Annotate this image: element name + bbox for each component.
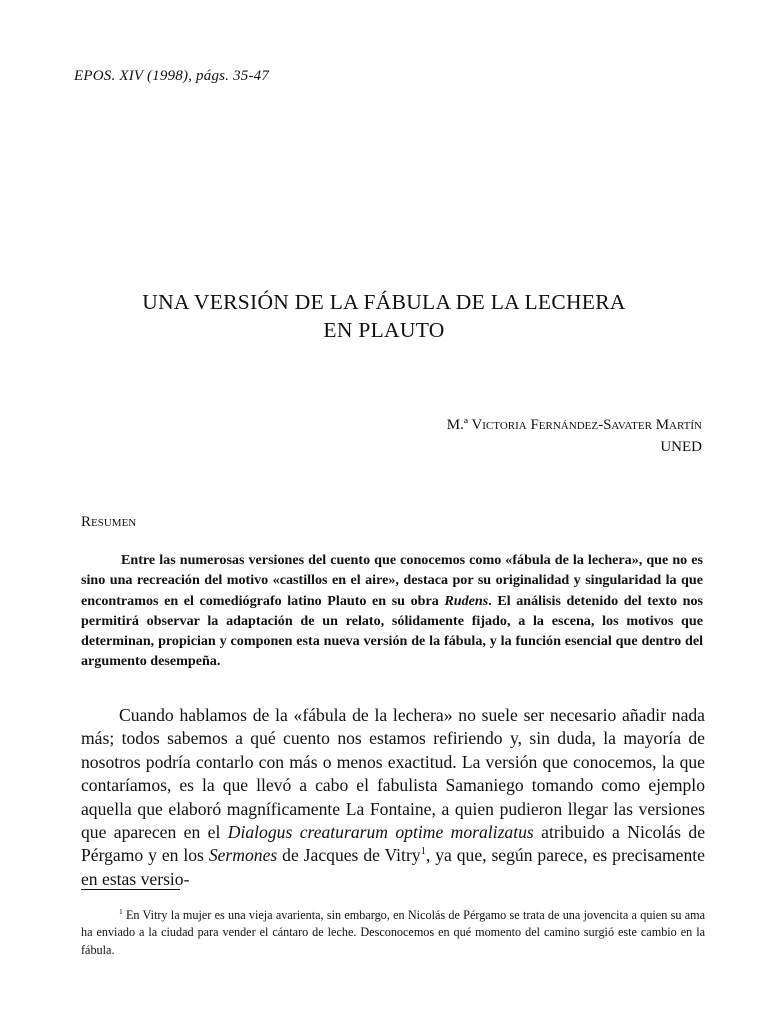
abstract-work-title: Rudens xyxy=(444,592,489,609)
footnote-number: 1 xyxy=(119,906,123,916)
footnote-separator xyxy=(81,889,180,890)
author-affiliation: UNED xyxy=(660,439,702,455)
abstract-text-part-2: . El análisis detenido del texto nos permitirá observar la adaptación de un relato, sólidamente fijado, a la escena, los motivos que determinan, propician y componen esta nueva versión de la fábula, y la función esencial que dentro del argumento desempeña. xyxy=(81,592,703,670)
body-text-part-1: Cuando hablamos de la «fábula de la lechera» no suele ser necesario añadir nada más; todos sabemos a qué cuento nos estamos refiriendo y, sin duda, la mayoría de nosotros podría contarlo con más o menos exactitud. La versión que conocemos, la que contaríamos, es la que llevó a cabo el fabulista Samaniego tomando como ejemplo aquella que elaboró magníficamente La Fontaine, a quien pudieron llegar las versiones que aparecen en el xyxy=(81,705,705,843)
article-title xyxy=(60,288,708,344)
abstract-heading: Resumen xyxy=(81,514,137,530)
abstract-text-part-1: Entre las numerosas versiones del cuento que conocemos como «fábula de la lechera», que no es sino una recreación del motivo «castillos en el aire», destaca por su originalidad y singularidad la que encontramos en el comediógrafo latino Plauto en su obra xyxy=(81,552,703,609)
body-text-part-3: de Jacques de Vitry xyxy=(277,845,421,866)
body-text-part-4: , ya que, según parece, es precisamente en estas versio- xyxy=(81,845,705,889)
title-line-1: UNA VERSIÓN DE LA FÁBULA DE LA LECHERA xyxy=(142,290,626,314)
journal-citation: EPOS. XIV (1998), págs. 35-47 xyxy=(74,68,270,84)
author-name: M.ª Victoria Fernández-Savater Martín xyxy=(446,417,702,433)
footnote-reference: 1 xyxy=(420,846,426,858)
author-block xyxy=(447,414,702,458)
body-paragraph xyxy=(81,704,705,891)
body-text-part-2: atribuido a Nicolás de Pérgamo y en los xyxy=(81,822,705,866)
body-italic-dialogus: Dialogus creaturarum optime moralizatus xyxy=(227,822,534,843)
footnote xyxy=(81,907,705,959)
body-italic-sermones: Sermones xyxy=(208,845,278,866)
abstract-text xyxy=(81,550,703,672)
footnote-text: En Vitry la mujer es una vieja avarienta, sin embargo, en Nicolás de Pérgamo se trata de una jovencita a quien su ama ha enviado a la ciudad para vender el cántaro de leche. Desconocemos en qué momento del camino surgió este cambio en la fábula. xyxy=(81,908,705,957)
title-line-2: EN PLAUTO xyxy=(323,318,445,342)
